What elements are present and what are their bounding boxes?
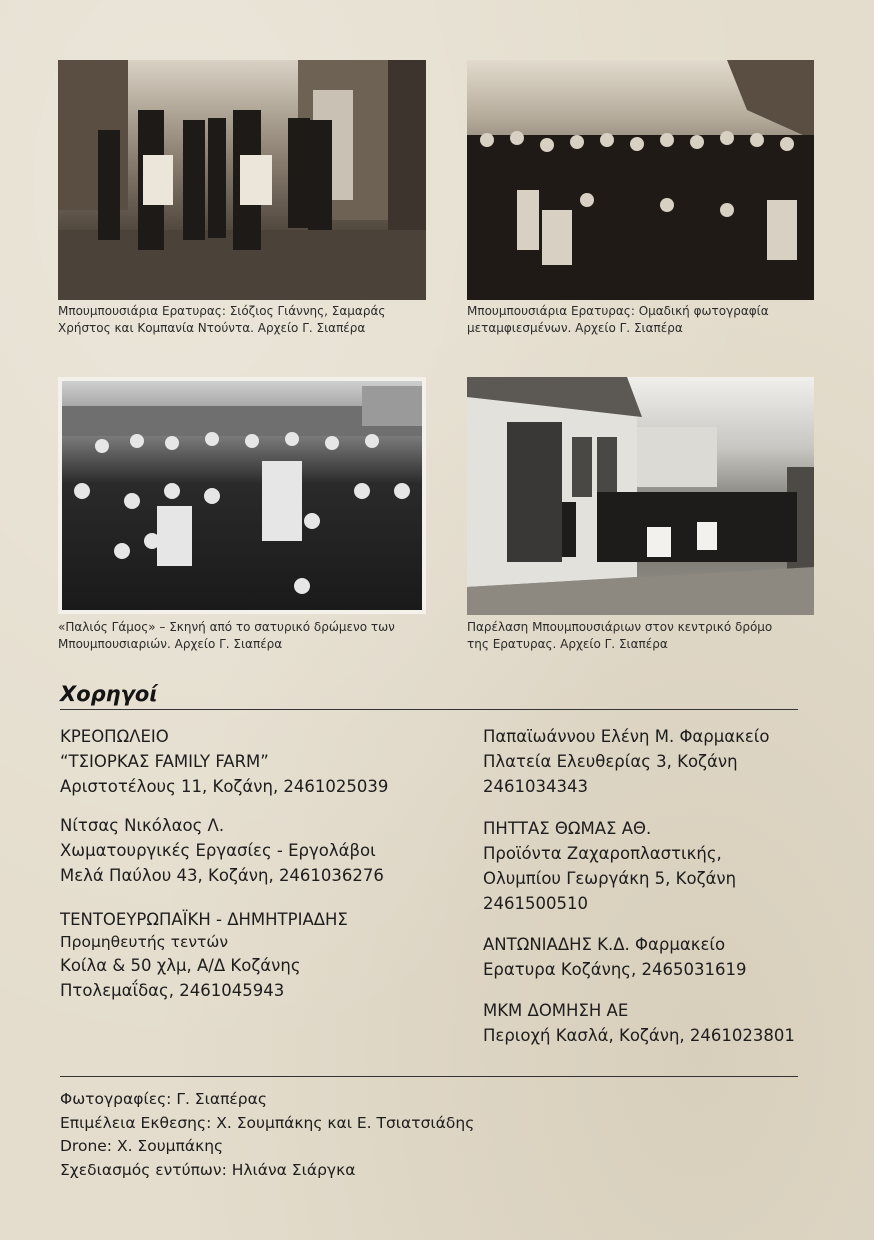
sponsors-heading: Χορηγοί (60, 682, 158, 706)
sponsor-right-1: Παπαϊωάννου Ελένη Μ. Φαρμακείο Πλατεία Ελευθερίας 3, Κοζάνη 2461034343 (483, 727, 770, 796)
bw-parade-street-photo-icon (467, 377, 814, 615)
credit-design: Σχεδιασμός εντύπων: Ηλιάνα Σιάργκα (60, 1160, 356, 1179)
credit-curation: Επιμέλεια Εκθεσης: Χ. Σουμπάκης και Ε. Τσιατσιάδης (60, 1113, 475, 1132)
photo-4 (467, 377, 814, 615)
sponsor-right-3: ΑΝΤΩΝΙΑΔΗΣ Κ.Δ. Φαρμακείο Ερατυρα Κοζάνης, 2465031619 (483, 935, 747, 979)
photo-1 (58, 60, 426, 300)
sponsors-divider (60, 709, 798, 710)
sepia-street-costumes-photo-icon (58, 60, 426, 300)
credit-drone: Drone: Χ. Σουμπάκης (60, 1137, 224, 1155)
sepia-group-photo-icon (467, 60, 814, 300)
photo-2-caption: Μπουμπουσιάρια Ερατυρας: Ομαδική φωτογραφία μεταμφιεσμένων. Αρχείο Γ. Σιαπέρα (467, 304, 769, 335)
credit-photos: Φωτογραφίες: Γ. Σιαπέρας (60, 1090, 267, 1108)
sponsor-right-4: ΜΚΜ ΔΟΜΗΣΗ ΑΕ Περιοχή Κασλά, Κοζάνη, 2461023801 (483, 1001, 795, 1045)
credits (60, 1088, 474, 1182)
sponsor-left-2: Νίτσας Νικόλαος Λ. Χωματουργικές Εργασίες - Εργολάβοι Μελά Παύλου 43, Κοζάνη, 2461036276 (60, 816, 384, 885)
photo-3-caption: «Παλιός Γάμος» – Σκηνή από το σατυρικό δρώμενο των Μπουμπουσιαριών. Αρχείο Γ. Σιαπέρα (58, 620, 395, 651)
photo-4-caption: Παρέλαση Μπουμπουσιάριων στον κεντρικό δρόμο της Ερατυρας. Αρχείο Γ. Σιαπέρα (467, 620, 773, 651)
sponsor-left-1: ΚΡΕΟΠΩΛΕΙΟ “ΤΣΙΟΡΚΑΣ FAMILY FARM” Αριστοτέλους 11, Κοζάνη, 2461025039 (60, 727, 389, 796)
photo-2 (467, 60, 814, 300)
sponsor-left-3: ΤΕΝΤΟΕΥΡΩΠΑΪΚΗ - ΔΗΜΗΤΡΙΑΔΗΣ Προμηθευτής τεντών Κοίλα & 50 χλμ, Α/Δ Κοζάνης Πτολεμαΐδας, 2461045943 (60, 910, 348, 1000)
photo-3 (58, 377, 426, 614)
photo-1-caption: Μπουμπουσιάρια Ερατυρας: Σιόζιος Γιάννης, Σαμαράς Χρήστος και Κομπανία Ντούντα. Αρχείο Γ. Σιαπέρα (58, 304, 386, 335)
credits-divider (60, 1076, 798, 1077)
sponsor-right-2: ΠΗΤΤΑΣ ΘΩΜΑΣ ΑΘ. Προϊόντα Ζαχαροπλαστικής, Ολυμπίου Γεωργάκη 5, Κοζάνη 2461500510 (483, 819, 737, 913)
bw-wedding-scene-photo-icon (62, 381, 422, 610)
